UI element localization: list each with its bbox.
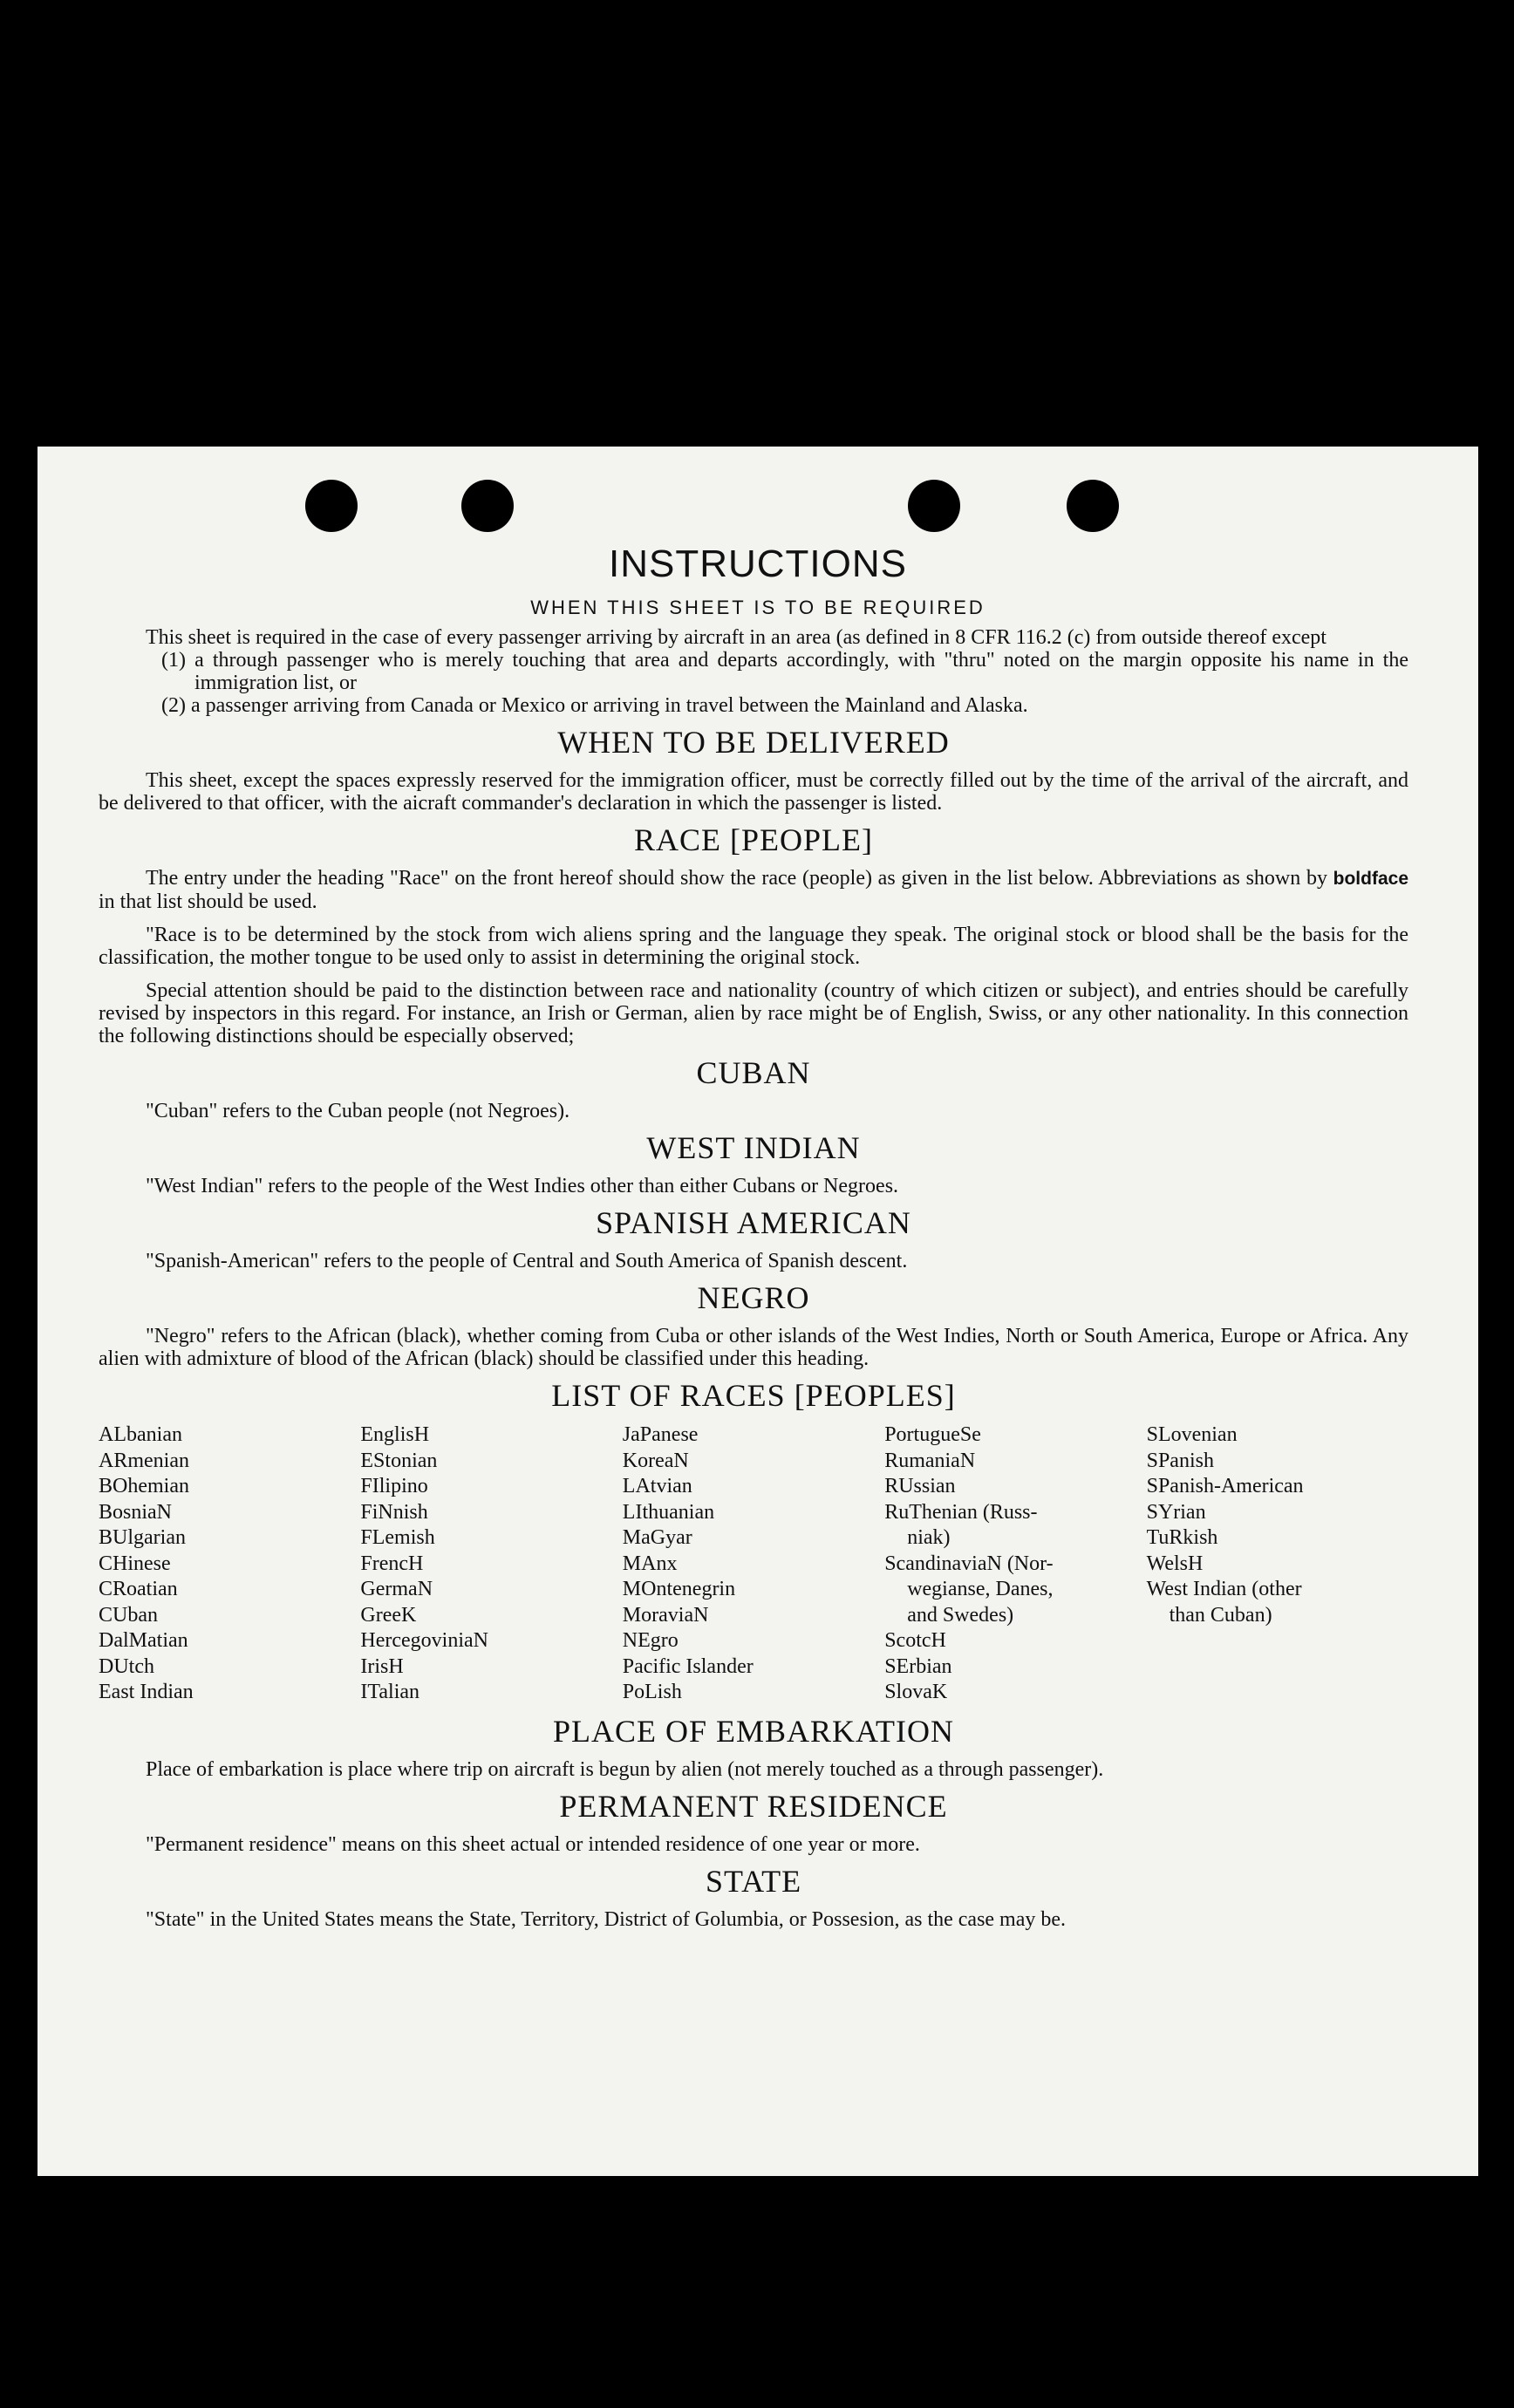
race-entry: Pacific Islander: [622, 1654, 754, 1678]
race-entry: DUtch: [99, 1654, 154, 1678]
document-page: [38, 447, 1478, 2176]
race-entry: EnglisH: [360, 1423, 430, 1446]
race-entry: RuThenian (Russ-: [884, 1500, 1038, 1524]
race-entry: SLovenian: [1146, 1423, 1238, 1446]
race-entry: FIlipino: [360, 1475, 428, 1497]
race-entry: MOntenegrin: [622, 1578, 736, 1600]
race-entry: TuRkish: [1146, 1526, 1218, 1549]
embarkation-paragraph: Place of embarkation is place where trip on aircraft is begun by alien (not merely touched as a through passenger).: [146, 1757, 1104, 1781]
race-entry: SYrian: [1146, 1500, 1206, 1524]
section-heading-cuban: CUBAN: [696, 1055, 811, 1090]
race-entry: JaPanese: [622, 1423, 699, 1446]
race-entry: HercegoviniaN: [360, 1629, 488, 1652]
spanish-american-paragraph: "Spanish-American" refers to the people of Central and South America of Spanish descent.: [146, 1250, 908, 1272]
race-entry: West Indian (other: [1146, 1578, 1302, 1600]
section-heading-state: STATE: [705, 1863, 802, 1899]
race-entry: SlovaK: [884, 1681, 948, 1703]
section-heading-negro: NEGRO: [697, 1280, 810, 1315]
race-entry: SErbian: [884, 1654, 952, 1678]
race-entry: FiNnish: [360, 1500, 428, 1524]
race-entry: MaGyar: [622, 1526, 692, 1549]
race-entry: MoraviaN: [622, 1603, 709, 1627]
race-entry: BUlgarian: [99, 1526, 186, 1549]
race-entry: LAtvian: [622, 1475, 692, 1497]
races-table: [99, 1422, 1408, 1706]
page-subtitle: WHEN THIS SHEET IS TO BE REQUIRED: [530, 597, 985, 618]
race-entry: NEgro: [622, 1629, 679, 1652]
race-entry: LIthuanian: [622, 1500, 715, 1524]
races-column-3: [623, 1422, 884, 1706]
race-entry: PoLish: [622, 1681, 682, 1703]
page-title: INSTRUCTIONS: [609, 542, 907, 585]
races-column-2: [360, 1422, 622, 1706]
race-entry: East Indian: [99, 1681, 194, 1703]
intro-paragraph: This sheet is required in the case of every passenger arriving by aircraft in an area (as defined in 8 CFR 116.2 (c) from outside thereof except: [146, 626, 1326, 649]
section-heading-race: RACE [PEOPLE]: [634, 822, 873, 857]
race-entry: RumaniaN: [884, 1449, 976, 1472]
race-entry-continuation: wegianse, Danes,: [907, 1578, 1054, 1600]
residence-paragraph: "Permanent residence" means on this sheet actual or intended residence of one year or more.: [146, 1832, 920, 1856]
race-p1-text-a: The entry under the heading "Race" on the front hereof should show the race (people) as given in the list below. Abbreviations as shown by: [146, 867, 1327, 890]
race-entry-continuation: and Swedes): [907, 1603, 1014, 1627]
race-entry: PortugueSe: [884, 1423, 981, 1446]
exception-item-2: (2) a passenger arriving from Canada or Mexico or arriving in travel between the Mainland and Alaska.: [161, 694, 1028, 717]
race-entry: WelsH: [1146, 1552, 1204, 1575]
section-heading-delivery: WHEN TO BE DELIVERED: [557, 725, 950, 760]
state-paragraph: "State" in the United States means the State, Territory, District of Golumbia, or Possesion, as the case may be.: [146, 1907, 1067, 1931]
west-indian-paragraph: "West Indian" refers to the people of the West Indies other than either Cubans or Negroes.: [146, 1175, 899, 1197]
exception-item-1: (1) a through passenger who is merely touching that area and departs accordingly, with "thru" noted on the margin opposite his name in the immigration list, or: [161, 649, 1408, 694]
race-entry: CUban: [99, 1603, 158, 1627]
race-entry: EStonian: [360, 1449, 438, 1472]
race-entry: ScandinaviaN (Nor-: [884, 1552, 1054, 1575]
race-entry-continuation: niak): [907, 1526, 951, 1549]
cuban-paragraph: "Cuban" refers to the Cuban people (not Negroes).: [146, 1100, 570, 1122]
race-entry: BosniaN: [99, 1500, 172, 1524]
race-entry: DalMatian: [99, 1629, 188, 1652]
races-column-4: [884, 1422, 1146, 1706]
race-entry: FrencH: [360, 1552, 424, 1575]
punch-hole: [1067, 480, 1119, 532]
punch-hole: [305, 480, 358, 532]
race-entry: SPanish: [1146, 1449, 1214, 1472]
section-heading-embarkation: PLACE OF EMBARKATION: [552, 1713, 955, 1749]
delivery-paragraph: This sheet, except the spaces expressly reserved for the immigration officer, must be correctly filled out by the time of the arrival of the aircraft, and be delivered to that officer, with the aicraft commander's declaration in which the passenger is listed.: [99, 769, 1408, 815]
race-entry: ALbanian: [99, 1423, 182, 1446]
races-column-1: [99, 1422, 360, 1706]
race-paragraph-2: "Race is to be determined by the stock from wich aliens spring and the language they speak. The original stock or blood shall be the basis for the classification, the mother tongue to be used only to assist in determining the original stock.: [99, 924, 1408, 969]
section-heading-residence: PERMANENT RESIDENCE: [559, 1788, 948, 1824]
punch-hole: [461, 480, 514, 532]
section-heading-races-list: LIST OF RACES [PEOPLES]: [551, 1378, 956, 1413]
race-entry: SPanish-American: [1146, 1475, 1304, 1497]
race-entry: FLemish: [360, 1526, 435, 1549]
negro-paragraph: "Negro" refers to the African (black), whether coming from Cuba or other islands of the West Indies, North or South America, Europe or Africa. Any alien with admixture of blood of the African (black) should be classified under this heading.: [99, 1325, 1408, 1370]
race-entry: IrisH: [360, 1654, 404, 1678]
race-entry: ITalian: [360, 1681, 420, 1703]
race-paragraph-3: Special attention should be paid to the distinction between race and nationality (country of which citizen or subject), and entries should be carefully revised by inspectors in this regard. For instance, an Irish or German, alien by race might be of English, Swiss, or any other nationality. In this connection the following distinctions should be especially observed;: [99, 979, 1408, 1047]
race-entry: ARmenian: [99, 1449, 189, 1472]
race-paragraph-1: [99, 867, 1408, 913]
race-entry: GermaN: [360, 1578, 433, 1600]
instructions-body: [99, 626, 1408, 1931]
race-entry: GreeK: [360, 1603, 417, 1627]
race-p1-text-b: in that list should be used.: [99, 890, 317, 913]
section-heading-spanish-american: SPANISH AMERICAN: [596, 1205, 911, 1240]
race-entry-continuation: than Cuban): [1169, 1603, 1272, 1627]
boldface-word: boldface: [1333, 869, 1409, 889]
race-entry: MAnx: [622, 1552, 678, 1575]
race-entry: RUssian: [884, 1475, 956, 1497]
section-heading-west-indian: WEST INDIAN: [646, 1130, 861, 1165]
punch-hole: [908, 480, 960, 532]
race-entry: CRoatian: [99, 1578, 178, 1600]
race-entry: KoreaN: [622, 1449, 689, 1472]
race-entry: BOhemian: [99, 1475, 189, 1497]
races-column-5: [1147, 1422, 1408, 1706]
race-entry: ScotcH: [884, 1629, 946, 1652]
race-entry: CHinese: [99, 1552, 171, 1575]
